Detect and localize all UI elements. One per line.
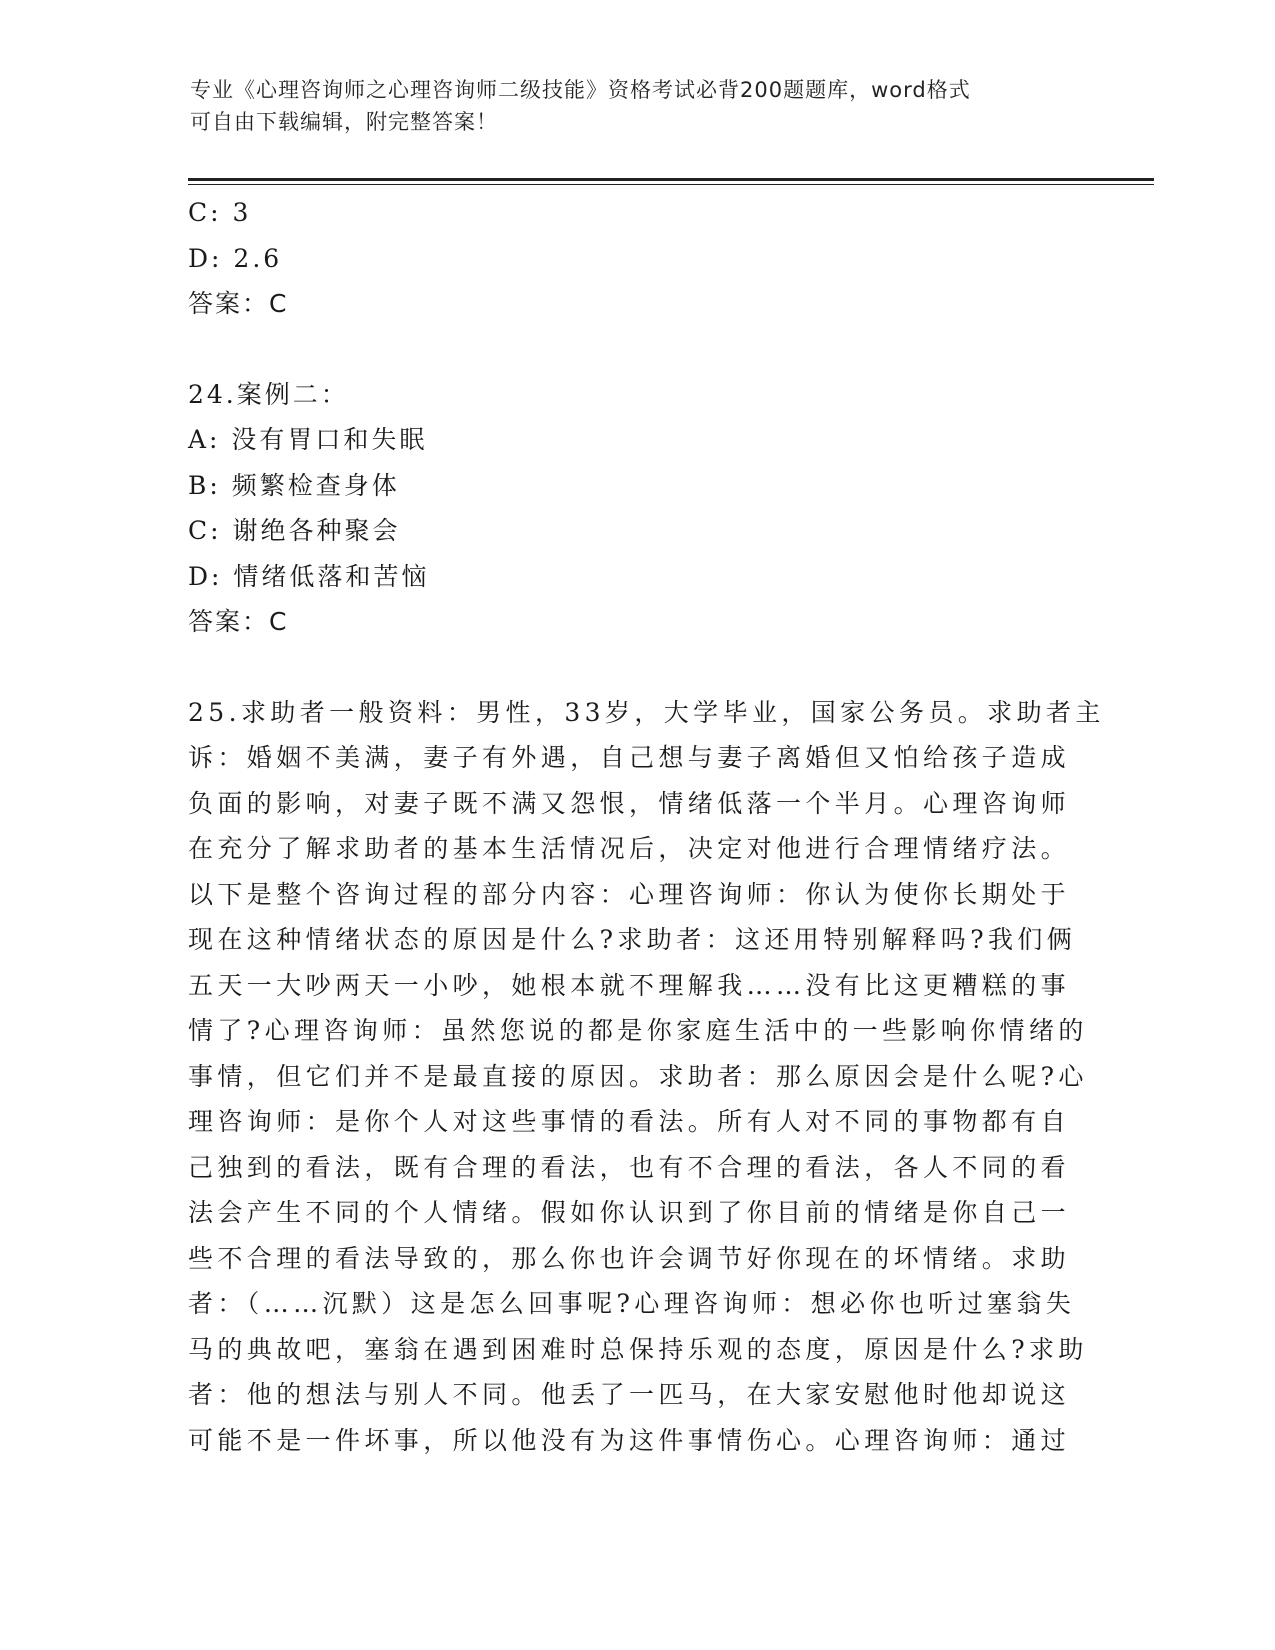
paragraph-line: 者：他的想法与别人不同。他丢了一匹马，在大家安慰他时他却说这 — [188, 1380, 1071, 1409]
paragraph-line: 现在这种情绪状态的原因是什么?求助者：这还用特别解释吗?我们俩 — [188, 925, 1077, 954]
question-25-text — [188, 690, 1105, 1464]
header-line-2: 可自由下载编辑，附完整答案！ — [190, 110, 498, 134]
answer-line: 答案：C — [188, 607, 289, 636]
option-d: D: 情绪低落和苦恼 — [188, 561, 430, 591]
paragraph-line: 诉：婚姻不美满，妻子有外遇，自己想与妻子离婚但又怕给孩子造成 — [188, 743, 1071, 772]
question-23-tail — [188, 190, 1088, 327]
paragraph-line: 情了?心理咨询师：虽然您说的都是你家庭生活中的一些影响你情绪的 — [188, 1016, 1088, 1045]
answer-line: 答案：C — [188, 289, 289, 318]
option-d: D: 2.6 — [188, 243, 283, 273]
paragraph-line: 法会产生不同的个人情绪。假如你认识到了你目前的情绪是你自己一 — [188, 1198, 1071, 1227]
spacer — [188, 645, 1088, 690]
header-divider-thin — [188, 184, 1154, 185]
paragraph-line: 在充分了解求助者的基本生活情况后，决定对他进行合理情绪疗法。 — [188, 834, 1071, 863]
paragraph-line: 些不合理的看法导致的，那么你也许会调节好你现在的坏情绪。求助 — [188, 1243, 1071, 1273]
page-header — [190, 74, 1070, 138]
question-title: 24.案例二： — [188, 379, 349, 409]
paragraph-line: 负面的影响，对妻子既不满又怨恨，情绪低落一个半月。心理咨询师 — [188, 788, 1071, 818]
question-24 — [188, 372, 1088, 645]
question-content — [188, 190, 1105, 1463]
spacer — [188, 327, 1088, 372]
paragraph-line: 可能不是一件坏事，所以他没有为这件事情伤心。心理咨询师：通过 — [188, 1425, 1071, 1455]
header-divider-thick — [188, 178, 1154, 181]
paragraph-line: 以下是整个咨询过程的部分内容：心理咨询师：你认为使你长期处于 — [188, 879, 1071, 909]
paragraph-line: 25.求助者一般资料：男性，33岁，大学毕业，国家公务员。求助者主 — [188, 697, 1105, 727]
paragraph-line: 己独到的看法，既有合理的看法，也有不合理的看法，各人不同的看 — [188, 1152, 1071, 1182]
paragraph-line: 理咨询师：是你个人对这些事情的看法。所有人对不同的事物都有自 — [188, 1107, 1071, 1136]
option-a: A: 没有胃口和失眠 — [188, 425, 428, 454]
paragraph-line: 者：（……沉默）这是怎么回事呢?心理咨询师：想必你也听过塞翁失 — [188, 1289, 1076, 1318]
paragraph-line: 五天一大吵两天一小吵，她根本就不理解我……没有比这更糟糕的事 — [188, 970, 1071, 1000]
paragraph-line: 马的典故吧，塞翁在遇到困难时总保持乐观的态度，原因是什么?求助 — [188, 1334, 1088, 1364]
option-b: B: 频繁检查身体 — [188, 470, 400, 500]
option-c: C: 3 — [188, 198, 252, 227]
option-c: C: 谢绝各种聚会 — [188, 516, 401, 545]
paragraph-line: 事情，但它们并不是最直接的原因。求助者：那么原因会是什么呢?心 — [188, 1061, 1088, 1091]
header-line-1: 专业《心理咨询师之心理咨询师二级技能》资格考试必背200题题库，word格式 — [190, 78, 971, 102]
